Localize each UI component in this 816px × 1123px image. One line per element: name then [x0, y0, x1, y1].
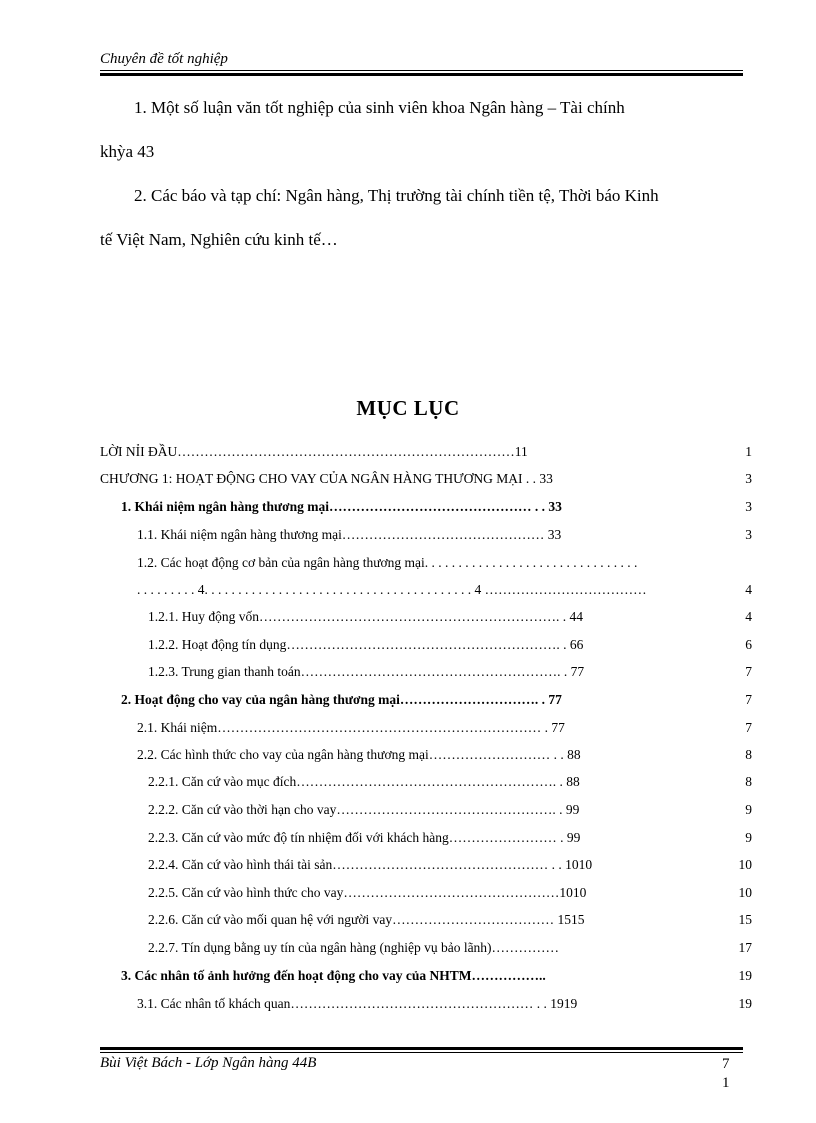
toc-entry-text: 2.2.2. Căn cứ vào thời hạn cho vay…………………………………………. . 99 — [148, 802, 580, 817]
toc-entry-text: 3.1. Các nhân tố khách quan……………………………………………… . . 1919 — [137, 996, 578, 1011]
footer-page-number — [722, 1055, 730, 1093]
header-rule-thin — [100, 70, 743, 71]
toc-entry-page: 8 — [745, 774, 752, 789]
page-header — [100, 50, 743, 68]
toc-entry-page: 3 — [745, 499, 752, 514]
reference-2-line1: 2. Các báo và tạp chí: Ngân hàng, Thị trường tài chính tiền tệ, Thời báo Kinh — [134, 186, 659, 205]
toc-entry-page: 7 — [745, 664, 752, 679]
toc-entry-page: 9 — [745, 802, 752, 817]
toc-entry-text: 2.1. Khái niệm……………………………………………………………… . 77 — [137, 720, 565, 735]
toc-entry-text: 1.2.1. Huy động vốn…………………………………………………………. . 44 — [148, 609, 583, 624]
toc-entry-text: 2.2.4. Căn cứ vào hình thái tài sản………………………………………… . . 1010 — [148, 857, 593, 872]
toc-entry-text: 1.2.2. Hoạt động tín dụng……………………………………………………. . 66 — [148, 637, 584, 652]
toc-entry-text: CHƯƠNG 1: HOẠT ĐỘNG CHO VAY CỦA NGÂN HÀNG THƯƠNG MẠI . . 33 — [100, 471, 553, 486]
header-rule-thick — [100, 73, 743, 76]
reference-list — [100, 98, 743, 258]
toc-entry-page: 3 — [745, 527, 752, 542]
toc-entry-text: 2.2.5. Căn cứ vào hình thức cho vay…………………………………………1010 — [148, 885, 587, 900]
toc-entry-text: 2.2.7. Tín dụng bằng uy tín của ngân hàng (nghiệp vụ bảo lãnh)…………… — [148, 940, 560, 955]
toc-entry-text: 1. Khái niệm ngân hàng thương mại……………………………………… . . 33 — [121, 499, 562, 514]
toc-entry-page: 6 — [745, 637, 752, 652]
footer-page-line2: 1 — [722, 1075, 730, 1091]
toc-entry-page: 10 — [738, 857, 752, 872]
toc-entry-page: 4 — [745, 582, 752, 597]
footer-rule-thin — [100, 1052, 743, 1053]
toc-entry-text: 2. Hoạt động cho vay của ngân hàng thương mại…………………………. . 77 — [121, 692, 562, 707]
toc-entry-text: 2.2. Các hình thức cho vay của ngân hàng thương mại……………………… . . 88 — [137, 747, 581, 762]
toc-title: MỤC LỤC — [356, 396, 460, 420]
toc-entry-text: 2.2.3. Căn cứ vào mức độ tín nhiệm đối với khách hàng…………………… . 99 — [148, 830, 581, 845]
toc-entry-page: 10 — [738, 885, 752, 900]
toc-entry-text: 2.2.1. Căn cứ vào mục đích…………………………………………………. . 88 — [148, 774, 580, 789]
toc-entry-page: 8 — [745, 747, 752, 762]
toc-entry-text: 1.2.3. Trung gian thanh toán…………………………………………………. . 77 — [148, 664, 585, 679]
toc-entry-text: 2.2.6. Căn cứ vào mối quan hệ với người vay……………………………… 1515 — [148, 912, 585, 927]
toc-entry-page: 4 — [745, 609, 752, 624]
toc-entry-page: 15 — [738, 912, 752, 927]
toc-entry-page: 1 — [745, 444, 752, 459]
reference-1-line2: khỳa 43 — [100, 142, 155, 161]
toc-entry-text: 3. Các nhân tố ảnh hưởng đến hoạt động cho vay của NHTM…………….. — [121, 968, 546, 983]
header-title: Chuyên đề tốt nghiệp — [100, 51, 228, 67]
toc-entry-text: 1.2. Các hoạt động cơ bản của ngân hàng thương mại. . . . . . . . . . . . . . . . . . . . . . . . . . . . . . . . — [137, 555, 638, 570]
toc-entry-page: 7 — [745, 720, 752, 735]
footer-page-line1: 7 — [722, 1056, 730, 1072]
toc-entry-page: 9 — [745, 830, 752, 845]
toc-entry-page: 19 — [738, 996, 752, 1011]
toc-entry-text: 1.1. Khái niệm ngân hàng thương mại……………………………………… 33 — [137, 527, 562, 542]
toc-entry-page: 3 — [745, 471, 752, 486]
footer-rule-thick — [100, 1047, 743, 1050]
reference-1-line1: 1. Một số luận văn tốt nghiệp của sinh viên khoa Ngân hàng – Tài chính — [134, 98, 625, 117]
toc-entry-page: 19 — [738, 968, 752, 983]
toc-entry-text: LỜI NỈI ĐẦU…………………………………………………………………11 — [100, 444, 528, 459]
toc-entry-page: 17 — [738, 940, 752, 955]
toc-entry-text: . . . . . . . . . 4. . . . . . . . . . . . . . . . . . . . . . . . . . . . . . . . . . . . . . . . 4 ……………………………… — [137, 582, 647, 597]
reference-2-line2: tế Việt Nam, Nghiên cứu kinh tế… — [100, 230, 338, 249]
footer-author: Bùi Việt Bách - Lớp Ngân hàng 44B — [100, 1055, 317, 1071]
toc-entry-page: 7 — [745, 692, 752, 707]
